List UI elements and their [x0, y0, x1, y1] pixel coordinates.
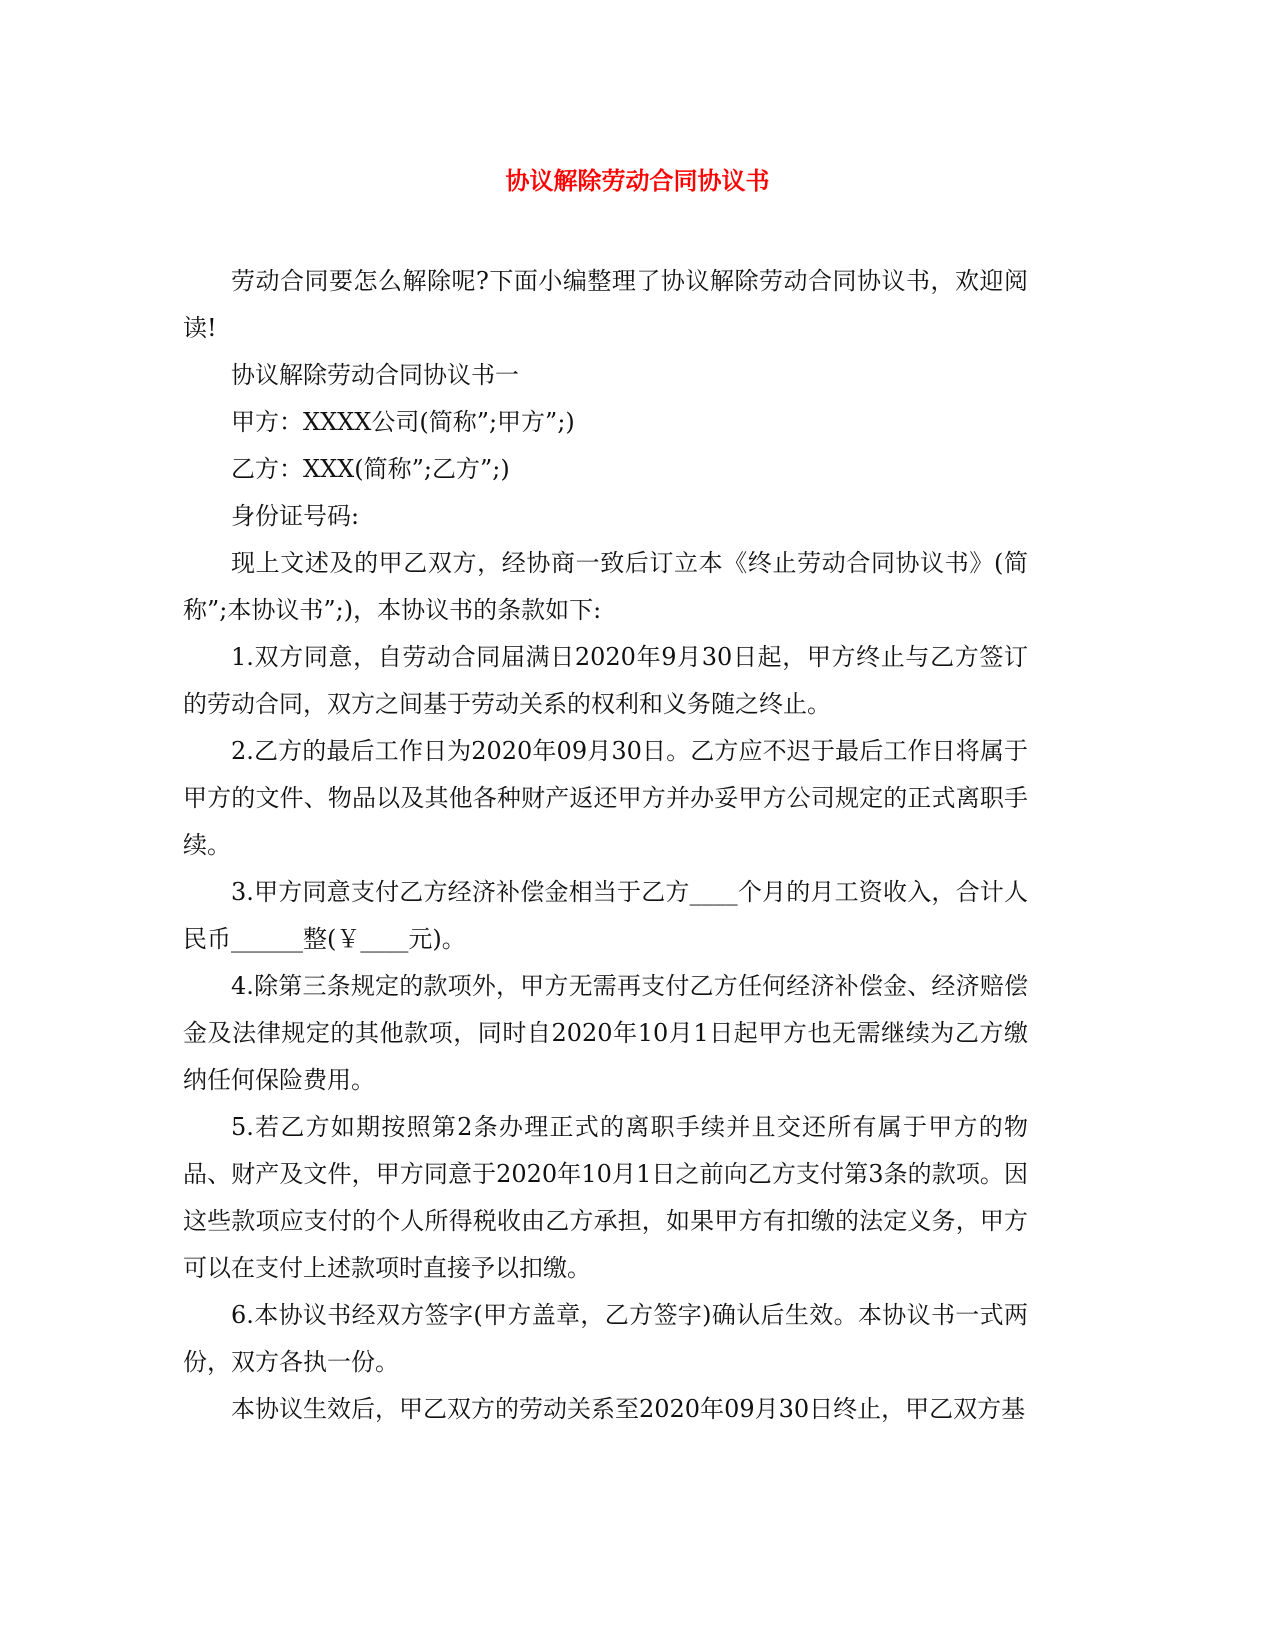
preamble-paragraph: 现上文述及的甲乙双方，经协商一致后订立本《终止劳动合同协议书》(简称”;本协议书”;)，本协议书的条款如下: — [183, 549, 1028, 624]
clause-5: 5.若乙方如期按照第2条办理正式的离职手续并且交还所有属于甲方的物品、财产及文件，甲方同意于2020年10月1日之前向乙方支付第3条的款项。因这些款项应支付的个人所得税收由乙方承担，如果甲方有扣缴的法定义务，甲方可以在支付上述款项时直接予以扣缴。 — [183, 1113, 1028, 1282]
section-heading: 协议解除劳动合同协议书一 — [231, 361, 519, 389]
party-a-line: 甲方：XXXX公司(简称”;甲方”;) — [231, 408, 575, 436]
party-b-line: 乙方：XXX(简称”;乙方”;) — [231, 455, 510, 483]
intro-paragraph: 劳动合同要怎么解除呢?下面小编整理了协议解除劳动合同协议书，欢迎阅读! — [183, 267, 1028, 342]
clause-6: 6.本协议书经双方签字(甲方盖章，乙方签字)确认后生效。本协议书一式两份，双方各执一份。 — [183, 1301, 1028, 1376]
clause-4: 4.除第三条规定的款项外，甲方无需再支付乙方任何经济补偿金、经济赔偿金及法律规定的其他款项，同时自2020年10月1日起甲方也无需继续为乙方缴纳任何保险费用。 — [183, 972, 1028, 1094]
id-number-line: 身份证号码: — [231, 502, 360, 530]
document-body — [183, 258, 1028, 1433]
clause-1: 1.双方同意，自劳动合同届满日2020年9月30日起，甲方终止与乙方签订的劳动合同，双方之间基于劳动关系的权利和义务随之终止。 — [183, 643, 1028, 718]
document-title: 协议解除劳动合同协议书 — [505, 166, 770, 195]
clause-2: 2.乙方的最后工作日为2020年09月30日。乙方应不迟于最后工作日将属于甲方的文件、物品以及其他各种财产返还甲方并办妥甲方公司规定的正式离职手续。 — [183, 737, 1028, 859]
clause-3: 3.甲方同意支付乙方经济补偿金相当于乙方____个月的月工资收入，合计人民币______整(￥____元)。 — [183, 878, 1028, 953]
closing-paragraph: 本协议生效后，甲乙双方的劳动关系至2020年09月30日终止，甲乙双方基 — [231, 1395, 1026, 1423]
